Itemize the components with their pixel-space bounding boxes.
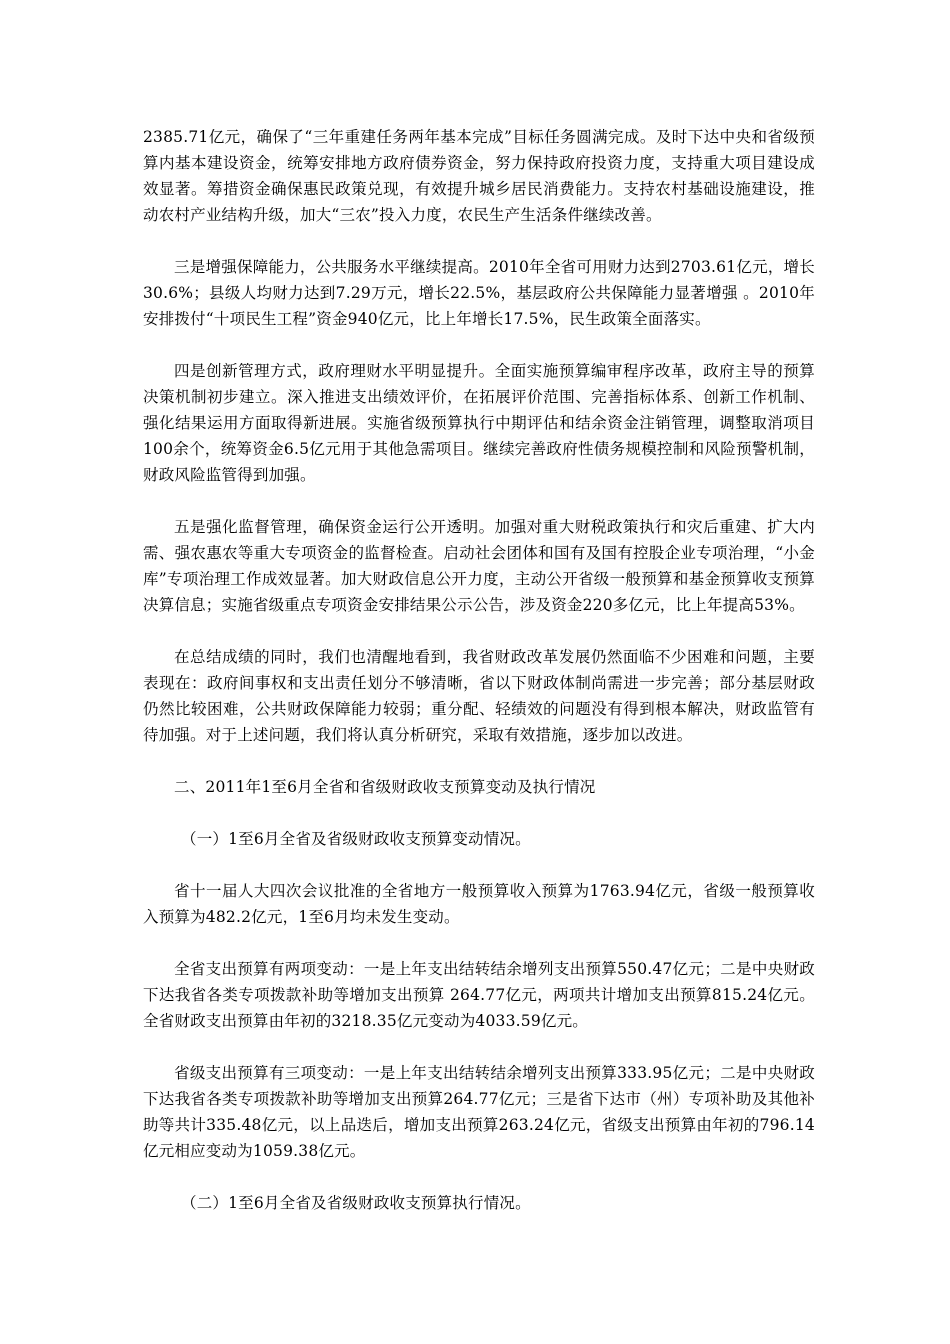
paragraph-point-five: 五是强化监督管理，确保资金运行公开透明。加强对重大财税政策执行和灾后重建、扩大内需、强农惠农等重大专项资金的监督检查。启动社会团体和国有及国有控股企业专项治理，“小金库”专项治理工作成效显著。加大财政信息公开力度，主动公开省级一般预算和基金预算收支预算决算信息；实施省级重点专项资金安排结果公示公告，涉及资金220多亿元，比上年提高53%。 bbox=[143, 518, 815, 614]
document-page bbox=[143, 124, 815, 1242]
paragraph-point-four: 四是创新管理方式，政府理财水平明显提升。全面实施预算编审程序改革，政府主导的预算决策机制初步建立。深入推进支出绩效评价，在拓展评价范围、完善指标体系、创新工作机制、强化结果运用方面取得新进展。实施省级预算执行中期评估和结余资金注销管理，调整取消项目100余个，统筹资金6.5亿元用于其他急需项目。继续完善政府性债务规模控制和风险预警机制，财政风险监管得到加强。 bbox=[143, 362, 815, 484]
paragraph-provincial-level-expenditure: 省级支出预算有三项变动：一是上年支出结转结余增列支出预算333.95亿元；二是中央财政下达我省各类专项拨款补助等增加支出预算264.77亿元；三是省下达市（州）专项补助及其他补助等共计335.48亿元，以上品迭后，增加支出预算263.24亿元，省级支出预算由年初的796.14亿元相应变动为1059.38亿元。 bbox=[143, 1064, 815, 1160]
paragraph-continuation: 2385.71亿元，确保了“三年重建任务两年基本完成”目标任务圆满完成。及时下达中央和省级预算内基本建设资金，统筹安排地方政府债券资金，努力保持政府投资力度，支持重大项目建设成效显著。筹措资金确保惠民政策兑现，有效提升城乡居民消费能力。支持农村基础设施建设，推动农村产业结构升级，加大“三农”投入力度，农民生产生活条件继续改善。 bbox=[143, 128, 815, 224]
paragraph-problems: 在总结成绩的同时，我们也清醒地看到，我省财政改革发展仍然面临不少困难和问题，主要表现在：政府间事权和支出责任划分不够清晰，省以下财政体制尚需进一步完善；部分基层财政仍然比较困难，公共财政保障能力较弱；重分配、轻绩效的问题没有得到根本解决，财政监管有待加强。对于上述问题，我们将认真分析研究，采取有效措施，逐步加以改进。 bbox=[143, 648, 815, 744]
subsection-heading-2: （二）1至6月全省及省级财政收支预算执行情况。 bbox=[181, 1194, 531, 1212]
paragraph-province-expenditure: 全省支出预算有两项变动：一是上年支出结转结余增列支出预算550.47亿元；二是中央财政下达我省各类专项拨款补助等增加支出预算 264.77亿元，两项共计增加支出预算815.24亿元。全省财政支出预算由年初的3218.35亿元变动为4033.59亿元。 bbox=[143, 960, 815, 1030]
paragraph-revenue-budget: 省十一届人大四次会议批准的全省地方一般预算收入预算为1763.94亿元，省级一般预算收入预算为482.2亿元，1至6月均未发生变动。 bbox=[143, 882, 815, 926]
paragraph-point-three: 三是增强保障能力，公共服务水平继续提高。2010年全省可用财力达到2703.61亿元，增长30.6%；县级人均财力达到7.29万元，增长22.5%，基层政府公共保障能力显著增强 。2010年安排拨付“十项民生工程”资金940亿元，比上年增长17.5%，民生政策全面落实。 bbox=[143, 258, 815, 328]
subsection-heading-1: （一）1至6月全省及省级财政收支预算变动情况。 bbox=[181, 830, 531, 848]
section-heading-2: 二、2011年1至6月全省和省级财政收支预算变动及执行情况 bbox=[174, 778, 596, 796]
